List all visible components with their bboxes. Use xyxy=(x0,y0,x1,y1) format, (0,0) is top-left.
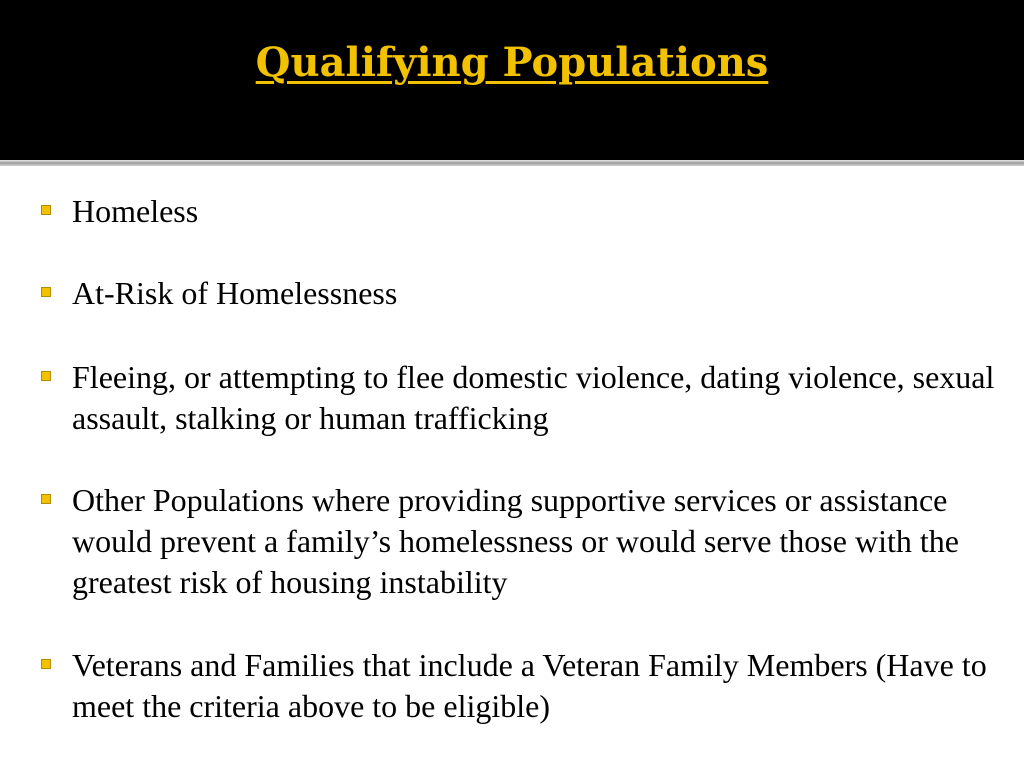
bullet-item-other-populations xyxy=(72,480,1002,603)
square-bullet-icon xyxy=(41,659,51,669)
bullet-text: Fleeing, or attempting to flee domestic violence, dating violence, sexual assault, stalking or human trafficking xyxy=(72,359,995,436)
square-bullet-icon xyxy=(41,205,51,215)
bullet-item-at-risk xyxy=(72,273,1002,314)
bullet-text: Veterans and Families that include a Veteran Family Members (Have to meet the criteria above to be eligible) xyxy=(72,647,987,724)
bullet-text: Other Populations where providing supportive services or assistance would prevent a family’s homelessness or would serve those with the greatest risk of housing instability xyxy=(72,482,959,600)
square-bullet-icon xyxy=(41,287,51,297)
bullet-item-homeless xyxy=(72,191,1002,232)
square-bullet-icon xyxy=(41,494,51,504)
slide-title: Qualifying Populations xyxy=(255,39,769,86)
square-bullet-icon xyxy=(41,371,51,381)
bullet-item-veterans xyxy=(72,645,1002,727)
bullet-text: At-Risk of Homelessness xyxy=(72,275,398,311)
bullet-text: Homeless xyxy=(72,193,199,229)
bullet-item-fleeing-violence xyxy=(72,357,1002,439)
